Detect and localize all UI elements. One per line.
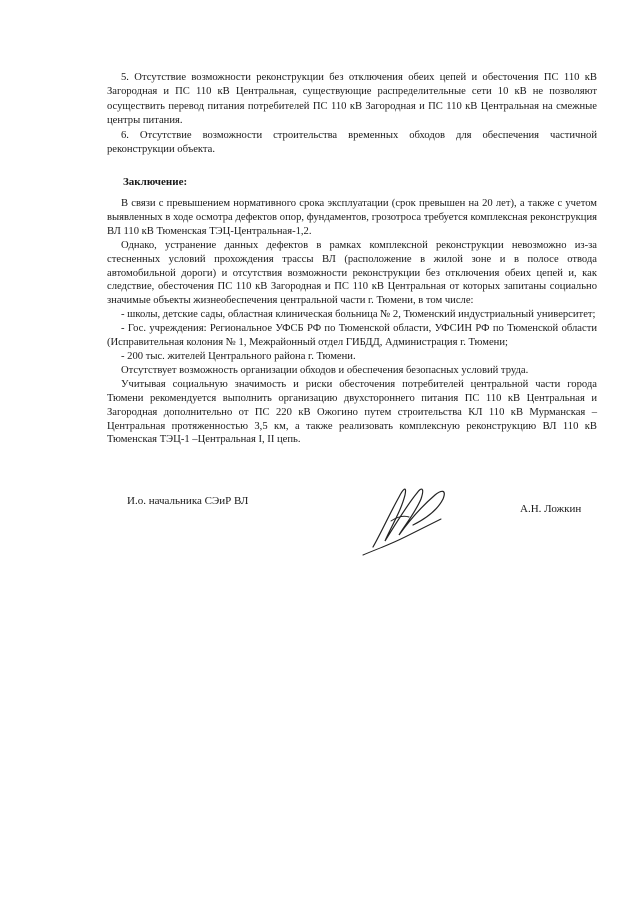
handwritten-signature	[355, 475, 455, 565]
item-6: 6. Отсутствие возможности строительства временных обходов для обеспечения частичной реконструкции объекта.	[107, 129, 597, 156]
conclusion-paragraph: Однако, устранение данных дефектов в рамках комплексной реконструкции невозможно из-за стесненных условий прохождения трассы ВЛ (расположение в жилой зоне и в полосе отвода автомобильной дороги) и отсутствия возможности реконструкции без отключения обеих цепей и, как следствие, обесточения ПС 110 кВ Загородная и ПС 110 кВ Центральная от которых запитаны социально значимые объекты жизнеобеспечения центральной части г. Тюмени, в том числе:	[107, 239, 597, 307]
signature-block	[0, 495, 640, 575]
numbered-items	[107, 71, 597, 157]
item-5: 5. Отсутствие возможности реконструкции без отключения обеих цепей и обесточения ПС 110 кВ Загородная и ПС 110 кВ Центральная, существующие распределительные сети 10 кВ не позволяют осуществить перевод питания потребителей ПС 110 кВ Загородная и ПС 110 кВ Центральная на смежные центры питания.	[107, 72, 597, 127]
conclusion-list-item: - школы, детские сады, областная клиническая больница № 2, Тюменский индустриальный университет;	[121, 309, 596, 321]
conclusion-paragraph: В связи с превышением нормативного срока эксплуатации (срок превышен на 20 лет), а также с учетом выявленных в ходе осмотра дефектов опор, фундаментов, грозотроса требуется комплексная реконструкция ВЛ 110 кВ Тюменская ТЭЦ-Центральная-1,2.	[107, 198, 597, 237]
signatory-title: И.о. начальника СЭиР ВЛ	[127, 495, 249, 507]
signatory-name: А.Н. Ложкин	[520, 503, 582, 515]
conclusion-heading: Заключение:	[123, 176, 188, 188]
conclusion-list-item: - 200 тыс. жителей Центрального района г. Тюмени.	[121, 350, 356, 362]
conclusion-paragraph: Учитывая социальную значимость и риски обесточения потребителей центральной части города Тюмени рекомендуется выполнить организацию двухстороннего питания ПС 110 кВ Центральная и Загородная дополнительно от ПС 220 кВ Ожогино путем строительства КЛ 110 кВ Мурманская – Центральная протяженностью 3,5 км, а также реализовать комплексную реконструкцию ВЛ 110 кВ Тюменская ТЭЦ-1 –Центральная I, II цепь.	[107, 378, 597, 446]
conclusion-paragraph: Отсутствует возможность организации обходов и обеспечения безопасных условий труда.	[121, 364, 529, 376]
conclusion-list-item: - Гос. учреждения: Региональное УФСБ РФ по Тюменской области, УФСИН РФ по Тюменской области (Исправительная колония № 1, Межрайонный отдел ГИБДД, Администрация г. Тюмени;	[107, 323, 597, 349]
conclusion-body	[107, 197, 597, 447]
